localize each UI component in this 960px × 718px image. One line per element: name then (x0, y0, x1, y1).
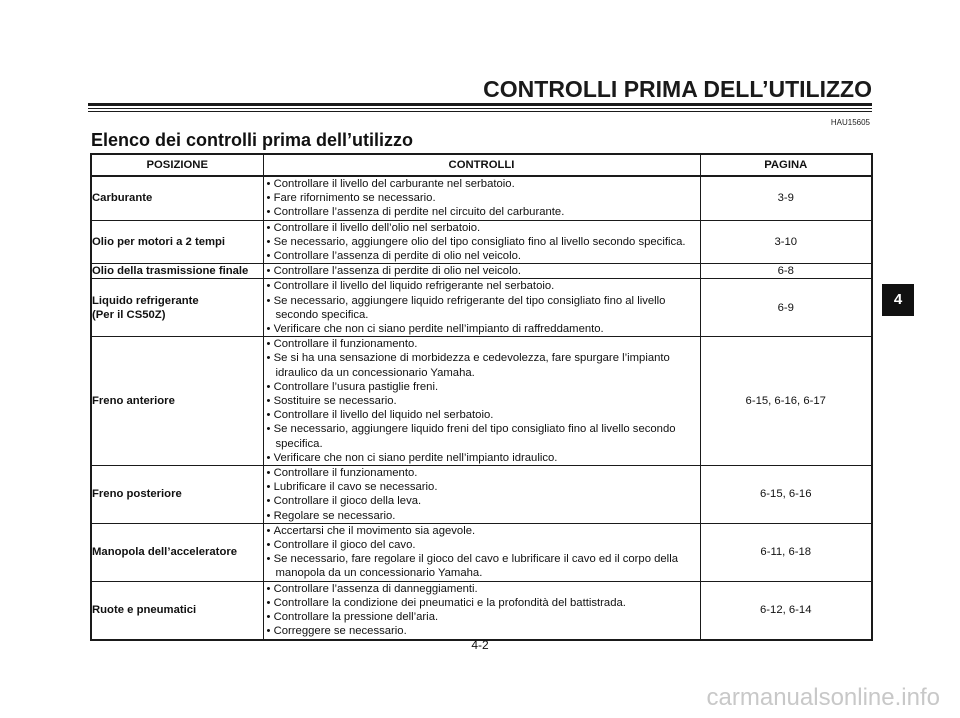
position-cell: Liquido refrigerante (Per il CS50Z) (91, 279, 263, 337)
page-reference-cell: 6-8 (700, 264, 872, 279)
check-item: • Controllare il funzionamento. (264, 466, 700, 480)
check-item: • Controllare il livello dell’olio nel serbatoio. (264, 221, 700, 235)
checks-cell (263, 264, 700, 279)
checks-cell (263, 581, 700, 639)
check-item: • Se necessario, aggiungere liquido freni del tipo consigliato fino al livello secondo specifica. (264, 422, 700, 450)
page-reference-cell: 3-9 (700, 176, 872, 220)
table-row (91, 337, 872, 466)
chapter-tab: 4 (882, 284, 914, 316)
table-row (91, 264, 872, 279)
check-item: • Accertarsi che il movimento sia agevole. (264, 524, 700, 538)
page-reference-cell: 6-15, 6-16, 6-17 (700, 337, 872, 466)
check-item: • Controllare il gioco della leva. (264, 494, 700, 508)
check-item: • Regolare se necessario. (264, 509, 700, 523)
position-cell: Olio della trasmissione finale (91, 264, 263, 279)
check-item: • Controllare l’usura pastiglie freni. (264, 380, 700, 394)
check-item: • Controllare il livello del liquido nel serbatoio. (264, 408, 700, 422)
check-item: • Controllare l’assenza di perdite di olio nel veicolo. (264, 264, 700, 278)
check-item: • Correggere se necessario. (264, 624, 700, 638)
page-header-title: CONTROLLI PRIMA DELL’UTILIZZO (483, 76, 872, 102)
checks-cell (263, 337, 700, 466)
position-cell: Freno posteriore (91, 466, 263, 524)
checks-cell (263, 279, 700, 337)
table-row (91, 581, 872, 639)
page-reference-cell: 6-11, 6-18 (700, 523, 872, 581)
section-heading: Elenco dei controlli prima dell’utilizzo (91, 130, 414, 150)
checks-cell (263, 523, 700, 581)
position-cell: Olio per motori a 2 tempi (91, 220, 263, 264)
column-header-page: PAGINA (700, 154, 872, 176)
check-item: • Se necessario, aggiungere olio del tipo consigliato fino al livello secondo specifica. (264, 235, 700, 249)
check-item: • Controllare l’assenza di perdite di olio nel veicolo. (264, 249, 700, 263)
check-item: • Controllare il livello del carburante nel serbatoio. (264, 177, 700, 191)
table-header-row (91, 154, 872, 176)
check-item: • Verificare che non ci siano perdite nell’impianto di raffreddamento. (264, 322, 700, 336)
position-cell: Ruote e pneumatici (91, 581, 263, 639)
check-item: • Sostituire se necessario. (264, 394, 700, 408)
page-reference-cell: 3-10 (700, 220, 872, 264)
check-item: • Se necessario, fare regolare il gioco del cavo e lubrificare il cavo ed il corpo della manopola da un concessionario Yamaha. (264, 552, 700, 580)
check-item: • Verificare che non ci siano perdite nell’impianto idraulico. (264, 451, 700, 465)
page-reference-cell: 6-15, 6-16 (700, 466, 872, 524)
table-row (91, 466, 872, 524)
check-item: • Se si ha una sensazione di morbidezza e cedevolezza, fare spurgare l’impianto idraulico da un concessionario Yamaha. (264, 351, 700, 379)
header-rule-thick (88, 103, 872, 106)
table-body (91, 176, 872, 640)
checks-cell (263, 466, 700, 524)
header-rule-thin (88, 108, 872, 109)
position-cell: Manopola dell’acceleratore (91, 523, 263, 581)
document-code: HAU15605 (830, 118, 870, 127)
table-row (91, 176, 872, 220)
check-item: • Lubrificare il cavo se necessario. (264, 480, 700, 494)
column-header-position: POSIZIONE (91, 154, 263, 176)
check-item: • Controllare il funzionamento. (264, 337, 700, 351)
check-item: • Controllare la condizione dei pneumatici e la profondità del battistrada. (264, 596, 700, 610)
check-item: • Controllare l’assenza di perdite nel circuito del carburante. (264, 205, 700, 219)
pre-operation-checklist-table (90, 153, 873, 641)
check-item: • Fare rifornimento se necessario. (264, 191, 700, 205)
check-item: • Controllare la pressione dell’aria. (264, 610, 700, 624)
table-row (91, 279, 872, 337)
page-reference-cell: 6-9 (700, 279, 872, 337)
checks-cell (263, 220, 700, 264)
column-header-checks: CONTROLLI (263, 154, 700, 176)
check-item: • Se necessario, aggiungere liquido refrigerante del tipo consigliato fino al livello secondo specifica. (264, 294, 700, 322)
header-rule-thin (88, 111, 872, 112)
position-cell: Carburante (91, 176, 263, 220)
table-row (91, 220, 872, 264)
page-number: 4-2 (471, 638, 489, 652)
check-item: • Controllare l’assenza di danneggiamenti. (264, 582, 700, 596)
table-row (91, 523, 872, 581)
check-item: • Controllare il livello del liquido refrigerante nel serbatoio. (264, 279, 700, 293)
page-reference-cell: 6-12, 6-14 (700, 581, 872, 639)
position-cell: Freno anteriore (91, 337, 263, 466)
check-item: • Controllare il gioco del cavo. (264, 538, 700, 552)
watermark: carmanualsonline.info (706, 684, 940, 711)
checks-cell (263, 176, 700, 220)
